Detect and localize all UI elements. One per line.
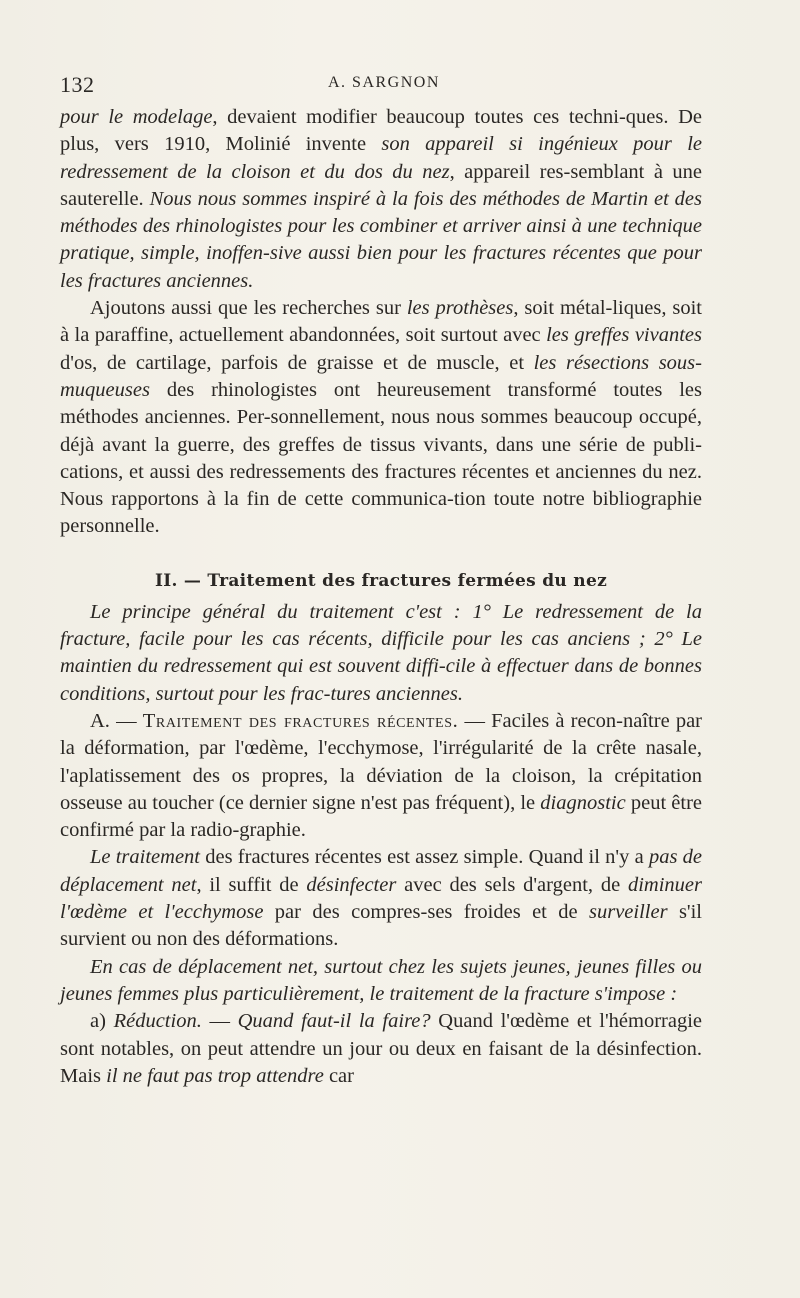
- section-title: II. — Traitement des fractures fermées du nez: [154, 570, 608, 591]
- italic-phrase: Quand faut-il la faire?: [237, 1010, 431, 1033]
- text-run: , devaient modifier beaucoup toutes ces techni-ques. De plus, vers 1910, Molinié invente: [60, 106, 702, 156]
- italic-phrase: Nous nous sommes inspiré à la fois des méthodes de Martin et des méthodes des rhinologistes pour les combiner et arriver ainsi à une technique pratique, simple, inoffen-sive aussi bien pour les fractures récentes que pour les fractures anciennes.: [60, 187, 702, 292]
- text-run: s'il survient ou non des déformations.: [60, 901, 703, 951]
- paragraph-5: [60, 844, 702, 953]
- text-run: — Faciles à recon-naître par la déformation, par l'œdème, l'ecchymose, l'irrégularité de la crête nasale, l'aplatissement des os propres, la déviation de la cloison, la crépitation osseuse au toucher (ce dernier signe n'est pas fréquent), le: [60, 709, 703, 814]
- italic-phrase: les prothèses: [406, 297, 514, 320]
- italic-phrase: son appareil si ingénieux pour le redressement de la cloison et du dos du nez: [60, 133, 702, 183]
- paragraph-2: [60, 295, 702, 541]
- body-text: [60, 104, 702, 1090]
- italic-phrase: il ne faut pas trop attendre: [106, 1064, 324, 1087]
- italic-phrase: Réduction.: [113, 1010, 202, 1033]
- paragraph-7: [60, 1008, 702, 1090]
- paragraph-1: [60, 104, 702, 295]
- text-run: Ajoutons aussi que les recherches sur: [90, 297, 407, 320]
- text-run: , soit métal-liques, soit à la paraffine, actuellement abandonnées, soit surtout avec: [60, 297, 702, 347]
- page-header: [60, 70, 702, 104]
- text-run: A. —: [90, 709, 143, 732]
- italic-phrase: les greffes vivantes: [546, 324, 702, 347]
- italic-phrase: Le traitement: [90, 846, 200, 869]
- text-run: peut être confirmé par la radio-graphie.: [60, 791, 702, 842]
- text-run: par des compres-ses froides et de: [263, 901, 589, 924]
- italic-phrase: diminuer l'œdème et l'ecchymose: [60, 873, 702, 924]
- text-run: —: [201, 1010, 238, 1033]
- italic-phrase: pour le modelage: [60, 106, 213, 128]
- subsection-title: Traitement des fractures récentes.: [142, 709, 459, 732]
- italic-phrase: surveiller: [588, 901, 668, 924]
- text-run: a): [90, 1010, 114, 1033]
- italic-phrase: les résections sous-muqueuses: [60, 351, 702, 401]
- running-head: A. SARGNON: [328, 74, 440, 91]
- italic-phrase: diagnostic: [540, 791, 626, 814]
- text-run: des rhinologistes ont heureusement transformé toutes les méthodes anciennes. Per-sonnellement, nous nous sommes beaucoup occupé, déjà avant la guerre, des greffes de tissus vivants, dans une série de publi-cations, et aussi des redressements des fractures récentes et anciennes du nez. Nous rapportons à la fin de cette communica-tion toute notre bibliographie personnelle.: [60, 378, 702, 538]
- text-run: avec des sels d'argent, de: [396, 873, 628, 896]
- paragraph-4: [60, 708, 702, 844]
- text-run: , il suffit de: [196, 873, 307, 896]
- text-run: Quand l'œdème et l'hémorragie sont notables, on peut attendre un jour ou deux en faisant de la désinfection. Mais: [60, 1010, 702, 1087]
- spacer: [60, 541, 702, 567]
- text-run: , appareil res-semblant à une sauterelle.: [60, 160, 702, 210]
- italic-phrase: pas de déplacement net: [60, 846, 703, 896]
- paragraph-3: Le principe général du traitement c'est : 1° Le redressement de la fracture, facile pour les cas récents, difficile pour les cas anciens ; 2° Le maintien du redressement qui est souvent diffi-cile à effectuer dans de bonnes conditions, surtout pour les frac-tures anciennes.: [60, 600, 702, 705]
- italic-phrase: désinfecter: [306, 873, 397, 896]
- text-run: car: [323, 1064, 354, 1087]
- text-run: d'os, de cartilage, parfois de graisse et de muscle, et: [60, 351, 534, 374]
- paragraph-6: En cas de déplacement net, surtout chez les sujets jeunes, jeunes filles ou jeunes femmes plus particulièrement, le traitement de la fracture s'impose :: [60, 955, 702, 1005]
- text-run: des fractures récentes est assez simple. Quand il n'y a: [200, 846, 649, 869]
- page-number: 132: [60, 72, 95, 97]
